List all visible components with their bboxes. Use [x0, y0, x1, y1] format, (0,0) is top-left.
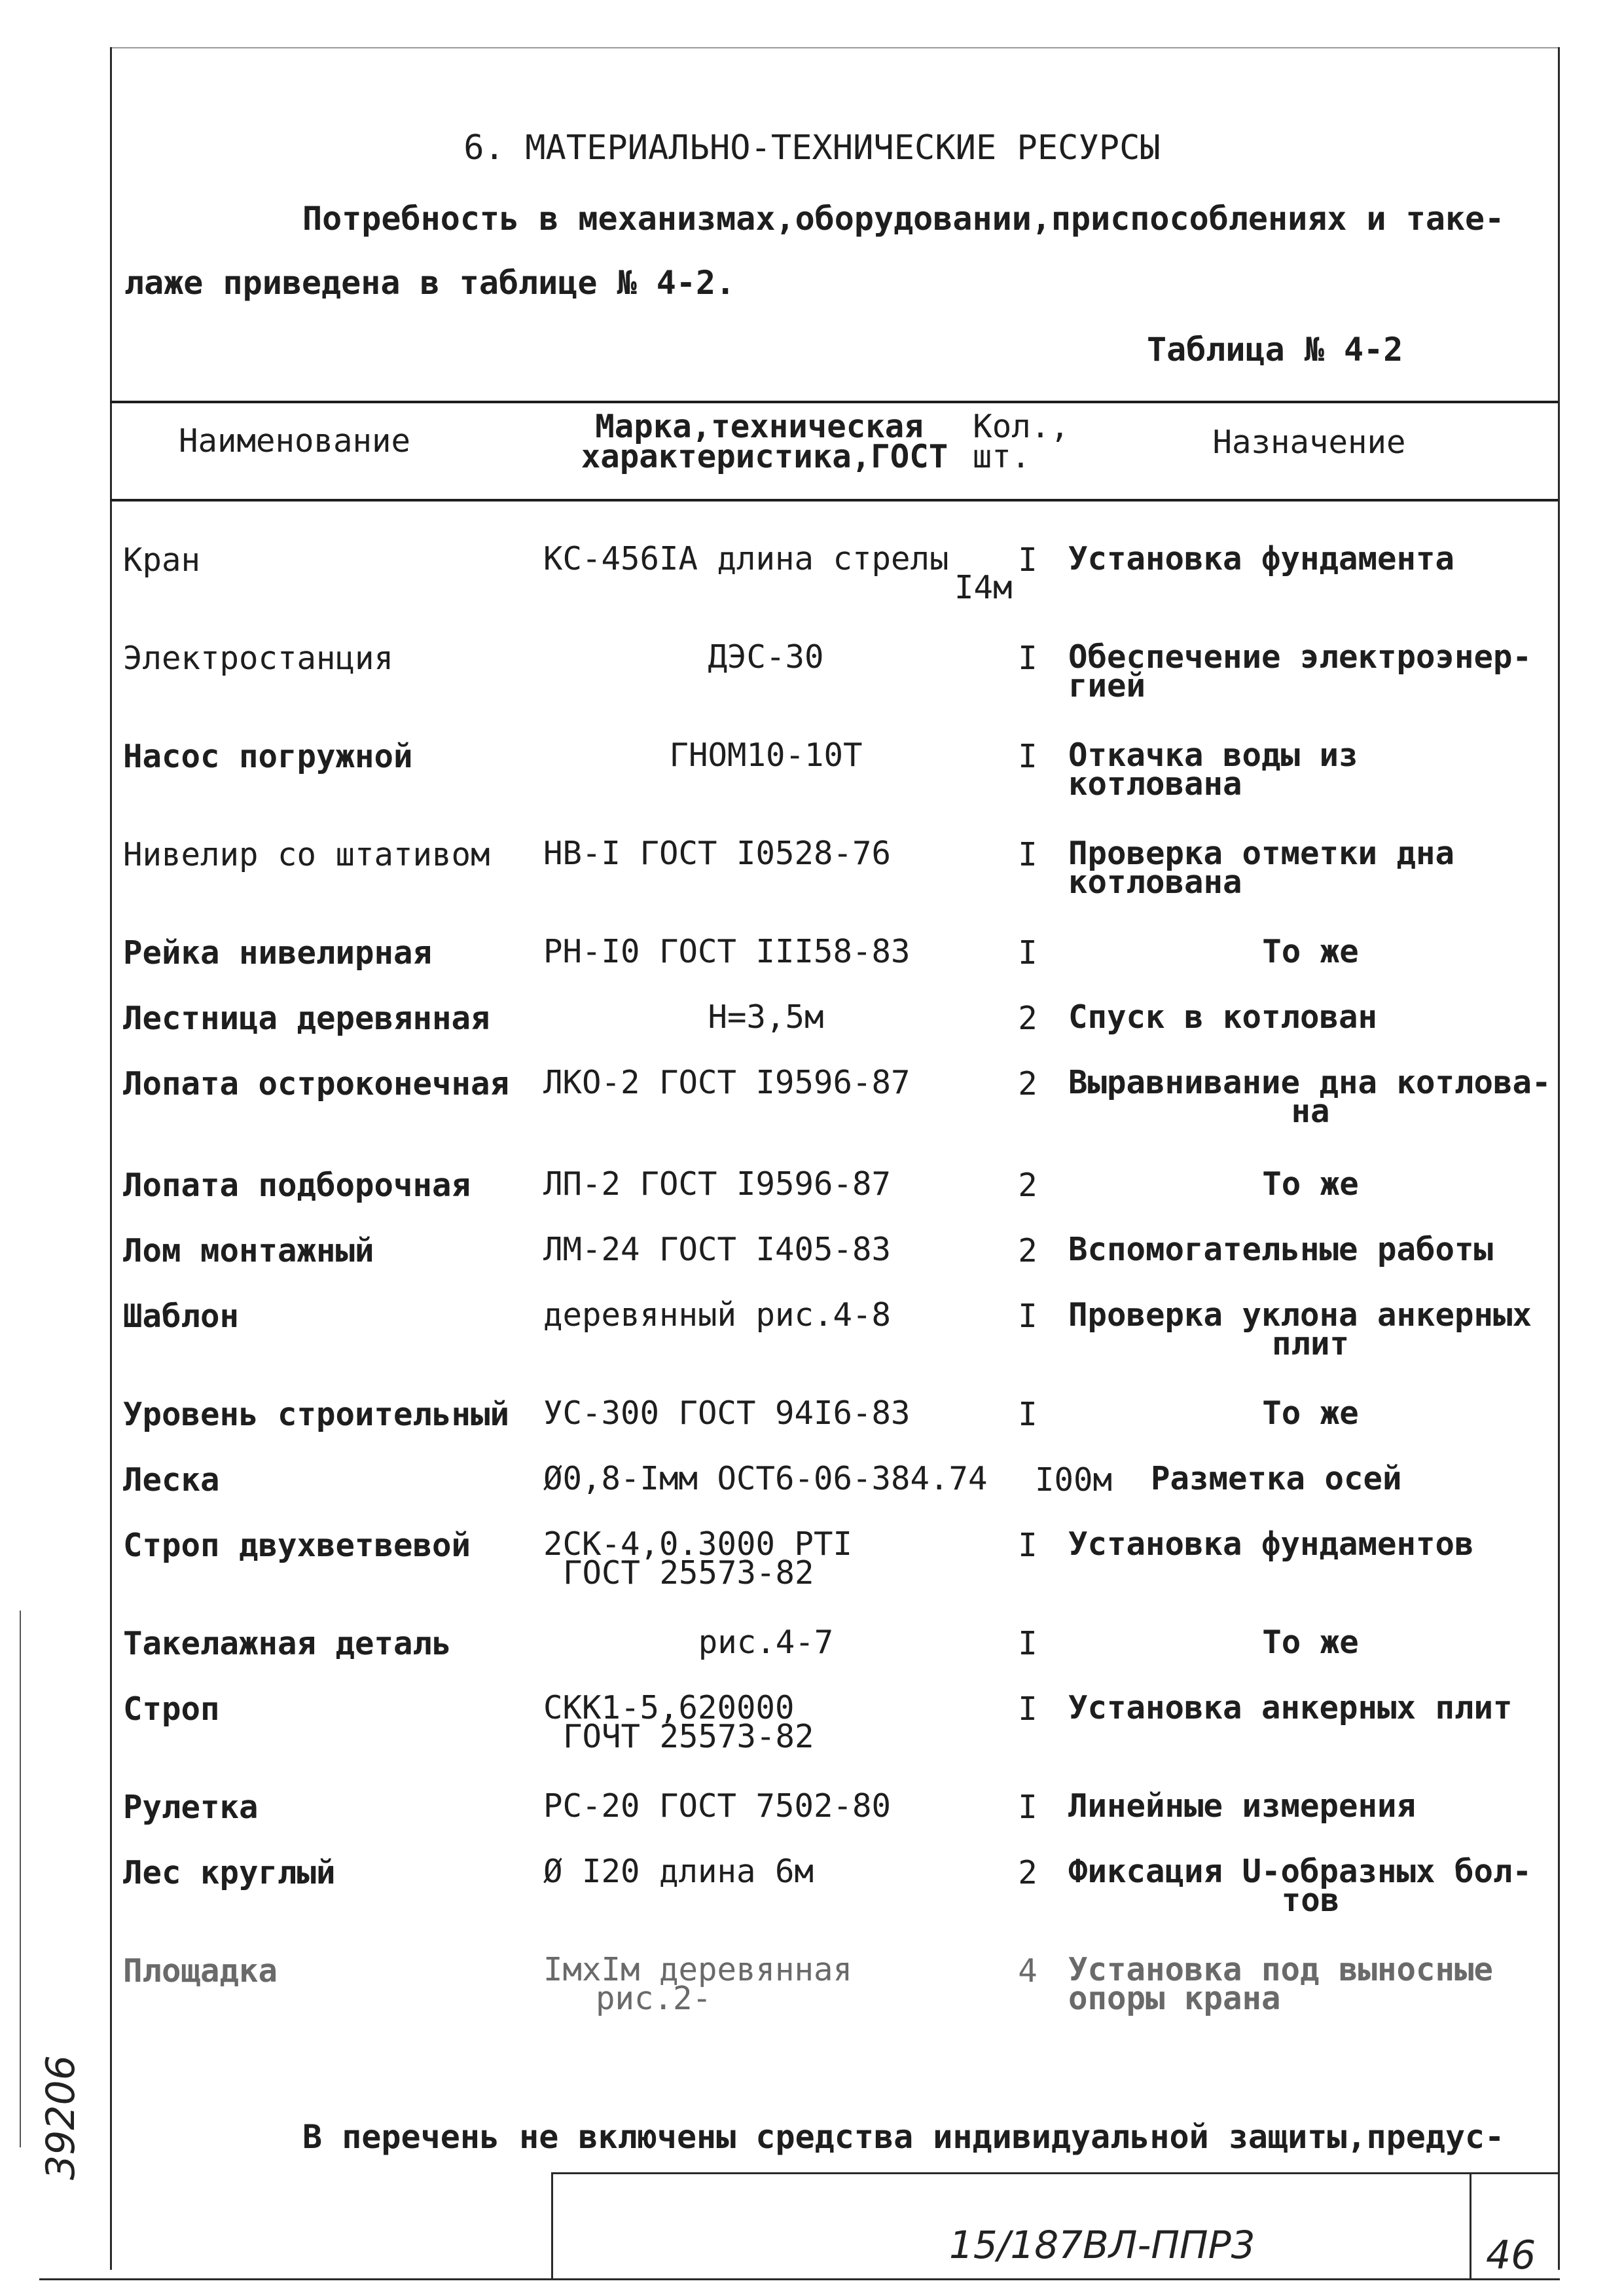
row-qty: I: [1018, 836, 1038, 873]
row-name: Лопата подборочная: [123, 1167, 471, 1204]
row-purpose-line2: опоры крана: [1068, 1980, 1281, 2017]
row-name: Рулетка: [123, 1789, 259, 1826]
row-mark-line2: ГОЧТ 25573-82: [563, 1718, 814, 1755]
row-mark-line2: ГОСТ 25573-82: [563, 1554, 814, 1592]
row-mark: РС-20 ГОСТ 7502-80: [543, 1787, 892, 1825]
row-qty: 2: [1018, 1065, 1038, 1102]
drawing-code: 15/187ВЛ-ППР3: [949, 2223, 1255, 2267]
table-header-rule: [110, 499, 1558, 501]
row-mark: ДЭС-30: [708, 638, 824, 676]
row-purpose: Откачка воды из: [1068, 737, 1358, 774]
row-qty: 2: [1018, 1232, 1038, 1269]
intro-line-1: Потребность в механизмах,оборудовании,приспособлениях и таке-: [302, 200, 1505, 238]
row-qty: 4: [1018, 1952, 1038, 1990]
row-mark: Ø I20 длина 6м: [543, 1853, 814, 1890]
row-name: Леска: [123, 1461, 220, 1499]
row-name: Такелажная деталь: [123, 1625, 452, 1662]
row-qty: 2: [1018, 1854, 1038, 1891]
row-mark-line2: I4м: [954, 569, 1013, 606]
row-purpose: То же: [1262, 933, 1359, 970]
row-qty: 2: [1018, 1000, 1038, 1037]
row-qty: I: [1018, 1625, 1038, 1662]
row-name: Площадка: [123, 1952, 278, 1990]
row-purpose: Проверка отметки дна: [1068, 835, 1455, 872]
table-caption: Таблица № 4-2: [1147, 331, 1403, 369]
row-purpose: Установка фундаментов: [1068, 1525, 1474, 1563]
row-qty: I: [1018, 1690, 1038, 1728]
row-qty: I: [1018, 934, 1038, 972]
table-top-rule: [110, 401, 1558, 403]
frame-right-border: [1558, 47, 1560, 2270]
row-qty: I: [1018, 1789, 1038, 1826]
footer-line: В перечень не включены средства индивидуальной защиты,предус-: [302, 2118, 1505, 2156]
row-mark-line2: рис.2-: [596, 1980, 712, 2017]
row-purpose: Установка фундамента: [1068, 540, 1455, 577]
page-number: 46: [1486, 2232, 1536, 2278]
row-mark: КС-456IА длина стрелы: [543, 540, 949, 577]
row-purpose-line2: плит: [1271, 1325, 1349, 1362]
row-purpose-line2: котлована: [1068, 765, 1242, 803]
row-purpose: Вспомогательные работы: [1068, 1231, 1494, 1268]
row-qty: I00м: [1034, 1461, 1112, 1499]
row-name: Кран: [123, 541, 201, 579]
row-qty: I: [1018, 1527, 1038, 1564]
row-purpose: Разметка осей: [1151, 1460, 1402, 1497]
row-purpose-line2: на: [1291, 1093, 1330, 1130]
title-block-divider: [1470, 2172, 1471, 2278]
row-name: Нивелир со штативом: [123, 836, 490, 873]
row-mark: IмхIм деревянная: [543, 1951, 853, 1988]
row-name: Уровень строительный: [123, 1396, 510, 1433]
row-name: Строп двухветвевой: [123, 1527, 471, 1564]
row-mark: РН-I0 ГОСТ III58-83: [543, 933, 911, 970]
row-mark: ЛП-2 ГОСТ I9596-87: [543, 1165, 892, 1203]
row-purpose: То же: [1262, 1394, 1359, 1432]
row-purpose: То же: [1262, 1165, 1359, 1203]
header-purpose: Назначение: [1212, 424, 1406, 461]
row-mark: Н=3,5м: [708, 998, 824, 1036]
row-purpose-line2: котлована: [1068, 864, 1242, 901]
row-qty: I: [1018, 738, 1038, 775]
row-purpose-line2: гией: [1068, 667, 1146, 704]
row-mark: ЛМ-24 ГОСТ I405-83: [543, 1231, 892, 1268]
row-qty: I: [1018, 640, 1038, 677]
header-name: Наименование: [178, 422, 410, 460]
row-purpose: Проверка уклона анкерных: [1068, 1296, 1532, 1334]
frame-left-border: [110, 47, 112, 2270]
row-purpose: Установка анкерных плит: [1068, 1689, 1513, 1726]
row-qty: I: [1018, 1298, 1038, 1335]
binding-margin-line: [20, 1611, 21, 2147]
row-name: Шаблон: [123, 1298, 240, 1335]
row-mark: деревянный рис.4-8: [543, 1296, 892, 1334]
row-purpose: Обеспечение электроэнер-: [1068, 638, 1532, 676]
row-mark: Ø0,8-Iмм ОСТ6-06-384.74: [543, 1460, 988, 1497]
row-mark: ЛКО-2 ГОСТ I9596-87: [543, 1064, 911, 1101]
row-qty: I: [1018, 1396, 1038, 1433]
header-qty-line1: Кол.,: [973, 408, 1070, 445]
row-purpose: То же: [1262, 1624, 1359, 1661]
row-name: Электростанция: [123, 640, 394, 677]
row-purpose: Фиксация U-образных бол-: [1068, 1853, 1532, 1890]
row-name: Строп: [123, 1690, 220, 1728]
row-name: Лопата остроконечная: [123, 1065, 510, 1102]
row-name: Рейка нивелирная: [123, 934, 433, 972]
section-title: 6. МАТЕРИАЛЬНО-ТЕХНИЧЕСКИЕ РЕСУРСЫ: [463, 128, 1161, 168]
row-purpose-line2: тов: [1281, 1882, 1340, 1919]
row-name: Лом монтажный: [123, 1232, 374, 1269]
row-mark: НВ-I ГОСТ I0528-76: [543, 835, 892, 872]
row-mark: рис.4-7: [698, 1624, 834, 1661]
row-purpose: Установка под выносные: [1068, 1951, 1494, 1988]
header-qty-line2: шт.: [972, 438, 1031, 475]
row-qty: 2: [1018, 1167, 1038, 1204]
row-mark: 2СК-4,0.3000 РТI: [543, 1525, 853, 1563]
row-name: Лес круглый: [123, 1854, 336, 1891]
row-purpose: Спуск в котлован: [1068, 998, 1378, 1036]
header-mark-line1: Марка,техническая: [595, 408, 924, 445]
row-qty: I: [1018, 541, 1038, 579]
intro-line-2: лаже приведена в таблице № 4-2.: [124, 264, 736, 302]
row-purpose: Линейные измерения: [1068, 1787, 1416, 1825]
row-purpose: Выравнивание дна котлова-: [1068, 1064, 1551, 1101]
row-name: Лестница деревянная: [123, 1000, 490, 1037]
row-name: Насос погружной: [123, 738, 413, 775]
row-mark: ГНОМ10-10Т: [669, 737, 863, 774]
header-mark-line2: характеристика,ГОСТ: [581, 438, 948, 475]
frame-top-border: [110, 47, 1560, 48]
side-inventory-number: 39206: [38, 2055, 84, 2180]
row-mark: УС-300 ГОСТ 94I6-83: [543, 1394, 911, 1432]
row-mark: СКК1-5,620000: [543, 1689, 795, 1726]
